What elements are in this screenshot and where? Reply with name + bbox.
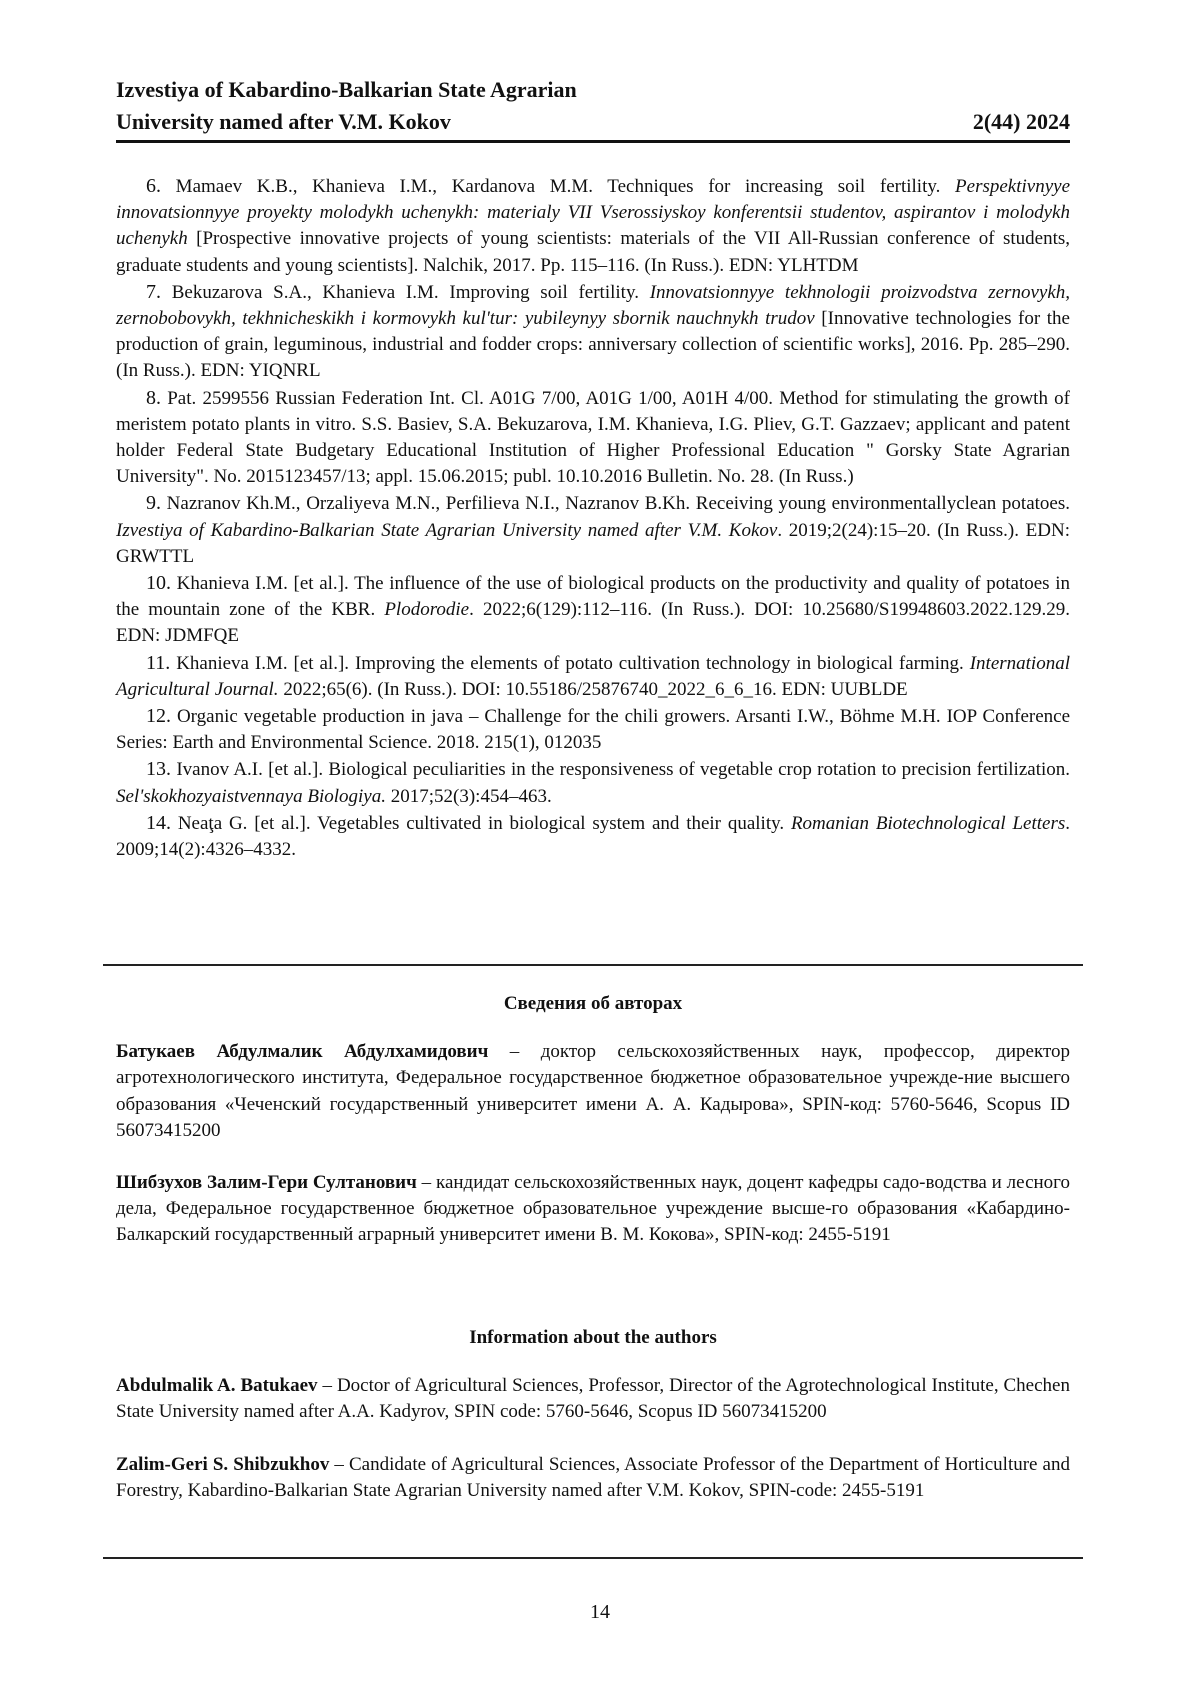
reference-list	[116, 173, 1070, 863]
reference-number: 12.	[146, 705, 171, 728]
reference-item	[116, 650, 1070, 703]
author-details: – кандидат сельскохозяйственных наук, доцент кафедры садо-водства и лесного дела, Федеральное государственное бюджетное образовательное учреждение высше-го образования «Кабардино-Балкарский государственный аграрный университет имени В. М. Кокова», SPIN-код: 2455-5191	[116, 1172, 1070, 1246]
reference-number: 13.	[146, 758, 171, 781]
reference-details: [Prospective innovative projects of young scientists: materials of the VII All-Russian conference of students, graduate students and young scientists]. Nalchik, 2017. Pp. 115–116. (In Russ.). EDN: YLHTDM	[116, 228, 1070, 276]
footer-divider	[103, 1557, 1083, 1559]
author-info-paragraph	[116, 1170, 1070, 1249]
reference-item	[116, 173, 1070, 279]
reference-source: Izvestiya of Kabardino-Balkarian State Agrarian University named after V.M. Kokov	[116, 519, 778, 541]
running-header	[116, 74, 1070, 138]
section-divider	[103, 964, 1083, 966]
issue-number: 2(44) 2024	[972, 109, 1070, 134]
reference-item	[116, 490, 1070, 570]
reference-details: . 2022;6(129):112–116. (In Russ.). DOI: 10.25680/S19948603.2022.129.29. EDN: JDMFQE	[116, 599, 1070, 647]
reference-number: 14.	[146, 811, 171, 834]
reference-item	[116, 703, 1070, 756]
reference-details: 2022;65(6). (In Russ.). DOI: 10.55186/25876740_2022_6_6_16. EDN: UUBLDE	[278, 678, 908, 700]
reference-text: Pat. 2599556 Russian Federation Int. Cl. A01G 7/00, A01G 1/00, A01H 4/00. Method for stimulating the growth of meristem potato plants in vitro. S.S. Basiev, S.A. Bekuzarova, I.M. Khanieva, I.G. Pliev, G.T. Gazzaev; applicant and patent holder Federal State Budgetary Educational Institution of Higher Professional Education " Gorsky State Agrarian University". No. 2015123457/13; appl. 15.06.2015; publ. 10.10.2016 Bulletin. No. 28. (In Russ.)	[116, 387, 1071, 488]
author-details: – Candidate of Agricultural Sciences, Associate Professor of the Department of Horticulture and Forestry, Kabardino-Balkarian State Agrarian University named after V.M. Kokov, SPIN-code: 2455-5191	[116, 1453, 1070, 1501]
reference-text: Organic vegetable production in java – Challenge for the chili growers. Arsanti I.W., Böhme M.H. IOP Conference Series: Earth and Environmental Science. 2018. 215(1), 012035	[116, 706, 1070, 754]
author-name: Шибзухов Залим-Гери Султанович	[116, 1172, 417, 1194]
author-name: Abdulmalik A. Batukaev	[116, 1375, 318, 1397]
reference-text: Khanieva I.M. [et al.]. Improving the elements of potato cultivation technology in biological farming.	[176, 652, 970, 674]
reference-number: 11.	[146, 651, 171, 674]
reference-source: Innovatsionnyye tekhnologii proizvodstva zernovykh, zernobobovykh, tekhnicheskikh i kormovykh kul'tur: yubileynyy sbornik nauchnykh trudov	[116, 281, 1070, 330]
author-details: – Doctor of Agricultural Sciences, Professor, Director of the Agrotechnological Institute, Chechen State University named after A.A. Kadyrov, SPIN code: 5760-5646, Scopus ID 56073415200	[116, 1375, 1070, 1423]
author-name: Батукаев Абдулмалик Абдулхамидович	[116, 1041, 489, 1063]
journal-title-line2: University named after V.M. Kokov	[116, 109, 451, 134]
reference-item	[116, 279, 1070, 385]
reference-number: 7.	[146, 280, 161, 303]
authors-ru-section	[116, 991, 1070, 1249]
reference-details: [Innovative technologies for the production of grain, leguminous, industrial and fodder crops: anniversary collection of scientific works], 2016. Pp. 285–290. (In Russ.). EDN: YIQNRL	[116, 308, 1070, 382]
reference-number: 10.	[146, 572, 171, 595]
reference-source: International Agricultural Journal.	[116, 652, 1070, 700]
author-info-paragraph	[116, 1373, 1070, 1425]
journal-title-row	[116, 106, 1070, 138]
authors-ru-title: Сведения об авторах	[503, 993, 683, 1014]
header-divider	[116, 140, 1070, 143]
page-number: 14	[590, 1601, 610, 1623]
author-details: – доктор сельскохозяйственных наук, профессор, директор агротехнологического института, Федеральное государственное бюджетное образовательное учрежде-ние высшего образования «Чеченский государственный университет имени А. А. Кадырова», SPIN-код: 5760-5646, Scopus ID 56073415200	[116, 1041, 1070, 1141]
reference-text: Khanieva I.M. [et al.]. The influence of the use of biological products on the productivity and quality of potatoes in the mountain zone of the KBR.	[116, 573, 1071, 621]
reference-text: Neaţa G. [et al.]. Vegetables cultivated in biological system and their quality.	[177, 812, 791, 834]
reference-text: Nazranov Kh.M., Orzaliyeva M.N., Perfilieva N.I., Nazranov B.Kh. Receiving young environmentallyclean potatoes.	[166, 493, 1071, 515]
authors-en-section	[116, 1325, 1070, 1504]
reference-item	[116, 385, 1070, 491]
reference-item	[116, 810, 1070, 863]
reference-item	[116, 756, 1070, 809]
reference-source: Perspektivnyye innovatsionnyye proyekty molodykh uchenykh: materialy VII Vserossiyskoy konferentsii studentov, aspirantov i molodykh uchenykh	[116, 176, 1071, 250]
reference-details: 2017;52(3):454–463.	[386, 785, 552, 807]
reference-source: Sel'skokhozyaistvennaya Biologiya.	[116, 785, 386, 807]
author-name: Zalim-Geri S. Shibzukhov	[116, 1453, 330, 1475]
reference-number: 6.	[146, 175, 161, 197]
reference-source: Romanian Biotechnological Letters	[790, 812, 1066, 834]
reference-text: Ivanov A.I. [et al.]. Biological peculiarities in the responsiveness of vegetable crop rotation to precision fertilization.	[176, 759, 1070, 781]
reference-details: . 2019;2(24):15–20. (In Russ.). EDN: GRWTTL	[116, 519, 1070, 567]
reference-item	[116, 570, 1070, 650]
authors-en-title: Information about the authors	[469, 1327, 717, 1348]
reference-number: 9.	[146, 492, 161, 515]
reference-details: . 2009;14(2):4326–4332.	[116, 812, 1071, 861]
reference-text: Bekuzarova S.A., Khanieva I.M. Improving soil fertility.	[171, 281, 650, 303]
reference-number: 8.	[146, 386, 161, 409]
journal-title-line1: Izvestiya of Kabardino-Balkarian State Agrarian	[116, 77, 577, 102]
author-info-paragraph	[116, 1452, 1070, 1504]
reference-text: Mamaev K.B., Khanieva I.M., Kardanova M.M. Techniques for increasing soil fertility.	[175, 176, 956, 197]
author-info-paragraph	[116, 1039, 1070, 1144]
reference-source: Plodorodie	[384, 599, 470, 621]
